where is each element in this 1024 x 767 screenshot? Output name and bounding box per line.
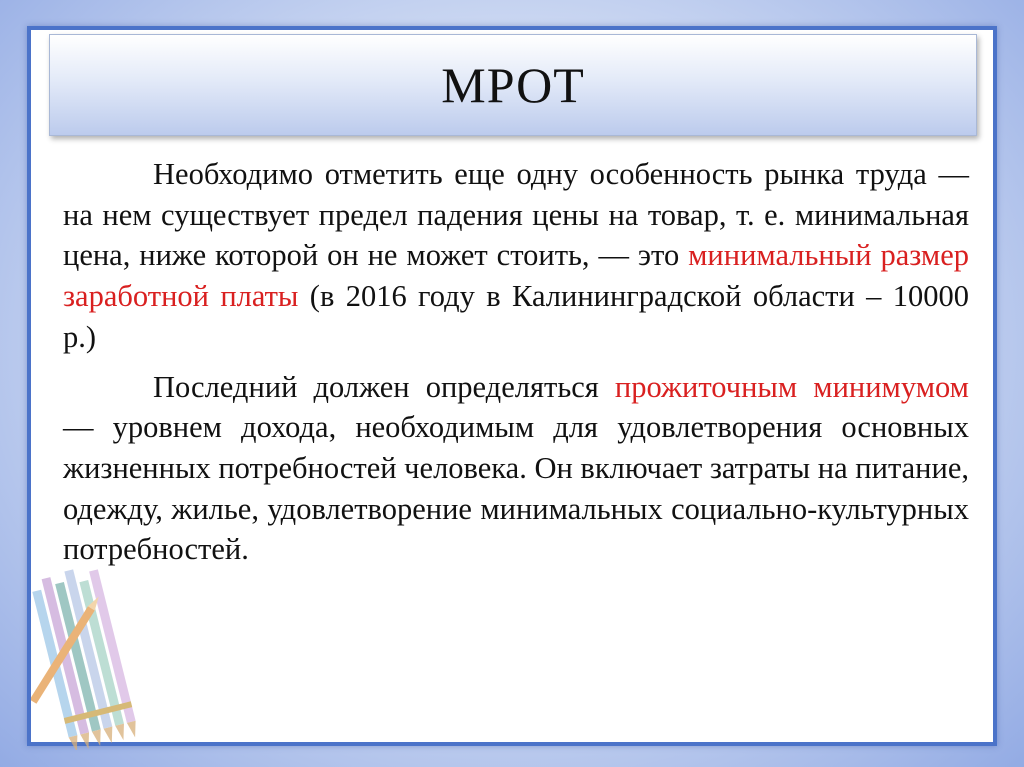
slide-title: МРОТ	[441, 57, 585, 113]
paragraph-mrot	[63, 154, 969, 358]
title-bar	[49, 34, 977, 136]
paragraph1-text-end: (в 2016 году в Калининградской области – 10000 р.)	[63, 279, 969, 354]
paragraph2-text-start: Последний должен определяться	[153, 369, 615, 404]
highlight-subsistence-minimum: прожиточным минимумом	[614, 369, 969, 404]
highlight-min-wage: минимальный размер заработной платы	[63, 238, 969, 314]
body-text	[63, 154, 969, 579]
slide-frame	[27, 26, 997, 746]
paragraph-subsistence	[63, 367, 969, 571]
paragraph1-text-start: Необходимо отметить еще одну особенность рынка труда — на нем существует предел падения цены на товар, т. е. минимальная цена, ниже которой он не может стоить, — это	[63, 157, 969, 273]
pencils-image	[31, 550, 161, 750]
paragraph2-text-end: — уровнем дохода, необходимым для удовлетворения основных жизненных потребностей человека. Он включает затраты на питание, одежду, жилье, удовлетворение минимальных социально-культурных потребностей.	[63, 410, 969, 567]
